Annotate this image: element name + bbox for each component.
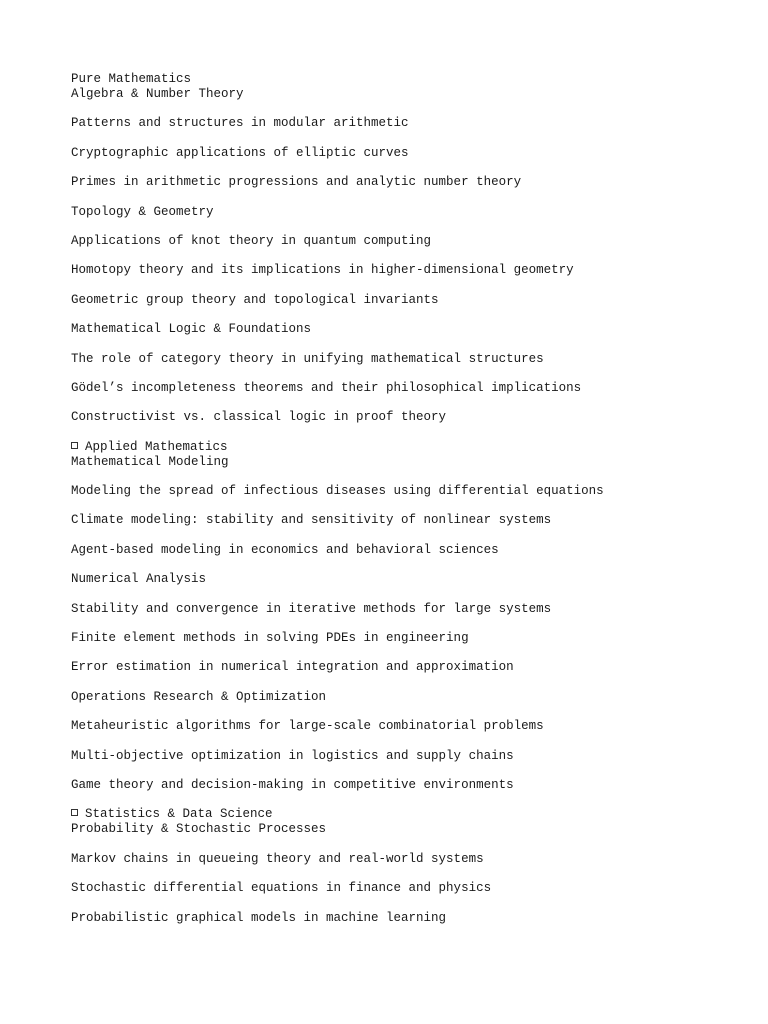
list-item: Finite element methods in solving PDEs in engineering bbox=[71, 631, 469, 646]
list-item: Constructivist vs. classical logic in proof theory bbox=[71, 410, 447, 425]
list-item: The role of category theory in unifying mathematical structures bbox=[71, 351, 544, 366]
list-item: Error estimation in numerical integration and approximation bbox=[71, 660, 514, 675]
list-item: Modeling the spread of infectious diseases using differential equations bbox=[71, 484, 604, 499]
subsection-heading: Numerical Analysis bbox=[71, 572, 207, 587]
section-heading: Statistics & Data Science bbox=[85, 807, 273, 822]
list-item: Agent-based modeling in economics and behavioral sciences bbox=[71, 542, 499, 557]
list-item: Multi-objective optimization in logistics and supply chains bbox=[71, 748, 514, 763]
subsection-heading: Probability & Stochastic Processes bbox=[71, 822, 327, 837]
square-bullet-icon bbox=[71, 809, 78, 816]
document-body bbox=[71, 72, 731, 926]
list-item: Primes in arithmetic progressions and analytic number theory bbox=[71, 175, 522, 190]
list-item: Patterns and structures in modular arithmetic bbox=[71, 116, 409, 131]
list-item: Gödel’s incompleteness theorems and their philosophical implications bbox=[71, 380, 582, 395]
section-heading-row bbox=[71, 440, 731, 455]
list-item: Geometric group theory and topological invariants bbox=[71, 292, 439, 307]
list-item: Homotopy theory and its implications in higher-dimensional geometry bbox=[71, 263, 574, 278]
section-heading: Pure Mathematics bbox=[71, 72, 192, 86]
list-item: Game theory and decision-making in competitive environments bbox=[71, 777, 514, 792]
subsection-heading: Mathematical Modeling bbox=[71, 454, 229, 469]
section-heading: Applied Mathematics bbox=[85, 439, 228, 454]
list-item: Markov chains in queueing theory and real-world systems bbox=[71, 851, 484, 866]
list-item: Climate modeling: stability and sensitivity of nonlinear systems bbox=[71, 513, 552, 528]
subsection-heading: Mathematical Logic & Foundations bbox=[71, 322, 312, 337]
list-item: Stability and convergence in iterative methods for large systems bbox=[71, 601, 552, 616]
subsection-heading: Operations Research & Optimization bbox=[71, 689, 327, 704]
subsection-heading: Algebra & Number Theory bbox=[71, 87, 244, 101]
list-item: Stochastic differential equations in finance and physics bbox=[71, 881, 492, 896]
list-item: Probabilistic graphical models in machine learning bbox=[71, 910, 447, 925]
list-item: Cryptographic applications of elliptic curves bbox=[71, 145, 409, 160]
square-bullet-icon bbox=[71, 442, 78, 449]
list-item: Applications of knot theory in quantum computing bbox=[71, 233, 432, 248]
subsection-heading: Topology & Geometry bbox=[71, 204, 214, 219]
list-item: Metaheuristic algorithms for large-scale combinatorial problems bbox=[71, 719, 544, 734]
section-heading-row bbox=[71, 807, 731, 822]
